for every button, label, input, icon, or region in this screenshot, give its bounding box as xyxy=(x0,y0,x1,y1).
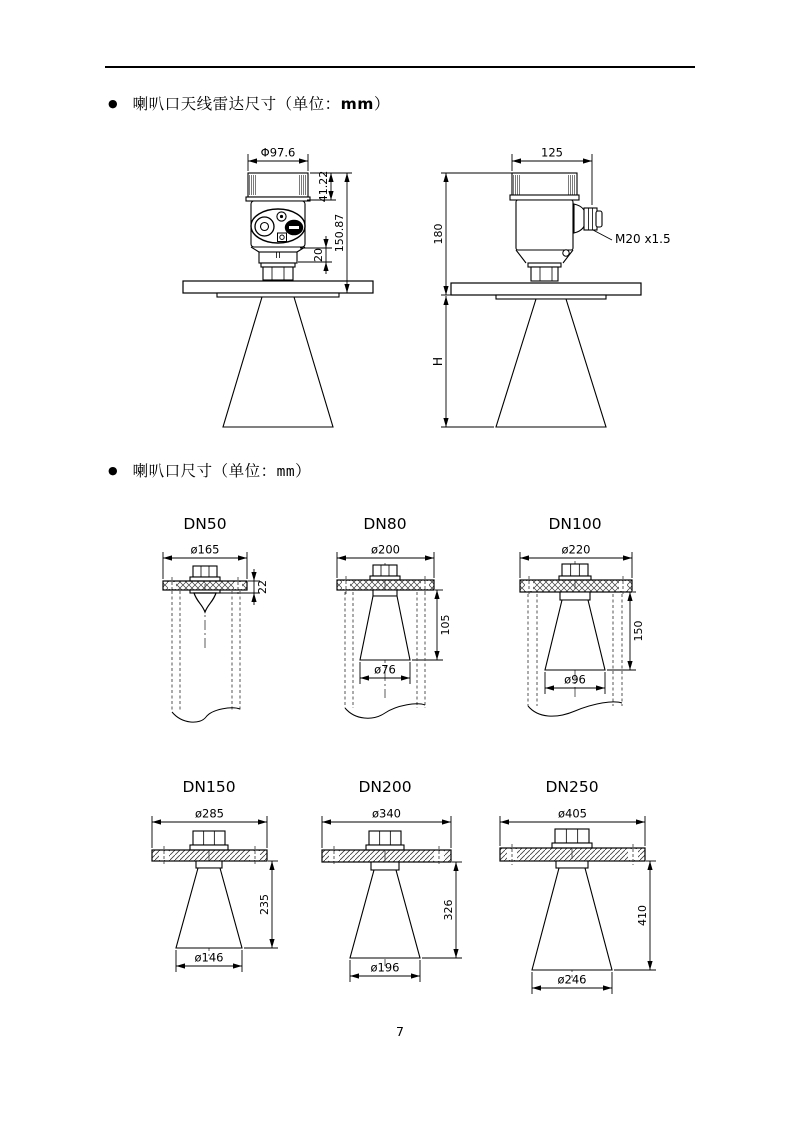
dim-arrow xyxy=(545,685,554,690)
horn-title: DN100 xyxy=(548,515,602,533)
dim-arrow xyxy=(500,819,509,824)
dim-label: ø246 xyxy=(557,972,587,987)
dim-arrow xyxy=(434,590,439,599)
dim-arrow xyxy=(248,158,257,163)
horn-collar xyxy=(371,862,399,870)
horn-title: DN200 xyxy=(358,778,412,796)
dim-label: ø165 xyxy=(190,542,220,557)
section-title-text: 喇叭口尺寸（单位： xyxy=(132,462,277,480)
display-led-dot xyxy=(280,215,283,218)
dim-arrow xyxy=(176,963,185,968)
dim-label: ø340 xyxy=(372,806,401,821)
figure-horn-dn150 xyxy=(152,778,278,972)
pipe-break-line xyxy=(345,704,425,718)
dim-label: 22 xyxy=(256,580,269,594)
dim-label: 41.22 xyxy=(317,170,330,203)
set-screw xyxy=(563,250,569,256)
figure-horn-dn200 xyxy=(322,778,462,982)
horn-cone xyxy=(176,868,242,948)
horn-collar xyxy=(556,861,588,868)
dim-label: ø200 xyxy=(371,542,400,557)
dim-arrow xyxy=(163,555,172,560)
horn-title: DN150 xyxy=(182,778,236,796)
dim-arrow xyxy=(401,675,410,680)
dim-label: 180 xyxy=(432,223,445,245)
horn-collar xyxy=(560,592,590,600)
bolt-hex xyxy=(369,831,401,845)
bullet-icon: ● xyxy=(108,96,118,110)
section-title-close: ） xyxy=(295,462,312,480)
section-title-close: ） xyxy=(373,95,390,113)
display-dial-center xyxy=(261,223,269,231)
gland-hex xyxy=(584,208,597,230)
horn-cone xyxy=(545,600,605,670)
dim-arrow xyxy=(299,158,308,163)
dim-arrow xyxy=(532,985,541,990)
section-unit: mm xyxy=(340,95,374,113)
device-body xyxy=(516,200,573,250)
bolt-washer xyxy=(366,845,404,850)
figure-device-side xyxy=(430,146,671,428)
dim-label: 105 xyxy=(439,614,452,636)
dim-arrow xyxy=(322,819,331,824)
dim-label: H xyxy=(430,356,445,367)
dim-label: 410 xyxy=(636,905,649,926)
dim-arrow xyxy=(636,819,645,824)
dim-arrow xyxy=(152,819,161,824)
horn-cone xyxy=(350,870,420,958)
dim-arrow xyxy=(603,985,612,990)
flange xyxy=(152,850,267,861)
pipe-break-line xyxy=(528,702,622,716)
dim-arrow xyxy=(411,973,420,978)
dim-arrow xyxy=(425,555,434,560)
pipe-break-line xyxy=(172,708,240,722)
dim-arrow xyxy=(350,973,359,978)
flange-collar xyxy=(217,293,339,297)
figure-device-front xyxy=(183,146,373,428)
device-hex-nut xyxy=(531,267,558,281)
drawing-line xyxy=(516,250,526,263)
horn-title: DN80 xyxy=(363,515,407,533)
bolt-washer xyxy=(552,843,592,848)
dim-label: 20 xyxy=(312,248,325,262)
dim-arrow xyxy=(238,555,247,560)
dim-arrow xyxy=(647,961,652,970)
device-neck xyxy=(259,252,297,263)
horn-collar xyxy=(373,590,397,596)
flange xyxy=(322,850,451,862)
dim-label: Φ97.6 xyxy=(260,145,296,160)
dim-arrow xyxy=(520,555,529,560)
display-symbol-box xyxy=(278,233,287,242)
dim-arrow xyxy=(647,861,652,870)
dim-arrow xyxy=(269,861,274,870)
section-title-text: 喇叭口天线雷达尺寸（单位： xyxy=(132,95,341,113)
gland-label: M20 x1.5 xyxy=(615,232,671,246)
dim-label: 150.87 xyxy=(333,213,346,253)
dim-label: ø76 xyxy=(374,662,396,677)
flange xyxy=(500,848,645,861)
dim-label: 150 xyxy=(632,620,645,642)
dim-arrow xyxy=(258,819,267,824)
device-cap-lip xyxy=(246,197,310,201)
bolt-hex xyxy=(373,565,397,576)
device-cap-lip xyxy=(510,195,579,200)
bolt-hex xyxy=(555,829,589,843)
bullet-icon: ● xyxy=(108,463,118,477)
dim-arrow xyxy=(233,963,242,968)
horn-cone xyxy=(223,297,333,427)
device-cap xyxy=(512,173,577,197)
device-flange xyxy=(183,281,373,293)
dim-arrow xyxy=(443,296,448,305)
device-cap xyxy=(248,173,308,197)
dim-arrow xyxy=(337,555,346,560)
dim-arrow xyxy=(627,592,632,601)
flange-collar xyxy=(496,295,606,299)
dim-label: 326 xyxy=(442,899,455,921)
dim-arrow xyxy=(453,862,458,871)
device-hex-nut xyxy=(263,267,293,280)
bolt-washer xyxy=(190,845,228,850)
section-unit: mm xyxy=(276,464,296,480)
dim-arrow xyxy=(443,418,448,427)
horn-title: DN250 xyxy=(545,778,599,796)
dim-arrow xyxy=(344,173,349,182)
figure-horn-dn250 xyxy=(500,778,656,994)
device-ring xyxy=(528,263,561,267)
dim-label: ø96 xyxy=(564,672,586,687)
dim-arrow xyxy=(453,949,458,958)
horn-cone xyxy=(532,868,612,970)
horn-title: DN50 xyxy=(183,515,227,533)
bolt-hex xyxy=(562,564,588,576)
device-ring xyxy=(261,263,295,267)
gland-cap xyxy=(596,211,602,227)
dim-arrow xyxy=(443,173,448,182)
dim-arrow xyxy=(443,286,448,295)
dim-arrow xyxy=(434,651,439,660)
dim-label: ø220 xyxy=(561,542,591,557)
horn-cone xyxy=(496,299,606,427)
dim-arrow xyxy=(596,685,605,690)
bolt-hex xyxy=(193,831,225,845)
dim-arrow xyxy=(360,675,369,680)
dim-label: 235 xyxy=(258,894,271,915)
dim-arrow xyxy=(512,158,521,163)
flange xyxy=(337,580,434,590)
flange xyxy=(520,580,632,592)
page-number: 7 xyxy=(396,1024,404,1039)
dim-arrow xyxy=(623,555,632,560)
dim-label: ø196 xyxy=(370,960,400,975)
figure-horn-dn80 xyxy=(337,515,452,718)
dim-label: ø146 xyxy=(194,950,224,965)
dim-arrow xyxy=(583,158,592,163)
device-flange xyxy=(451,283,641,295)
dim-arrow xyxy=(269,939,274,948)
dim-label: 125 xyxy=(541,145,563,160)
horn-tip xyxy=(194,593,216,612)
display-button-minus xyxy=(289,226,299,229)
dim-label: ø405 xyxy=(558,806,587,821)
dim-label: ø285 xyxy=(195,806,224,821)
dim-arrow xyxy=(442,819,451,824)
figure-horn-dn50 xyxy=(163,515,269,722)
figure-horn-dn100 xyxy=(520,515,645,716)
horn-cone xyxy=(360,596,410,660)
horn-collar xyxy=(196,861,222,868)
dim-arrow xyxy=(627,661,632,670)
drawing-line xyxy=(251,247,259,252)
leader-line xyxy=(593,230,612,240)
bolt-hex xyxy=(193,566,217,577)
